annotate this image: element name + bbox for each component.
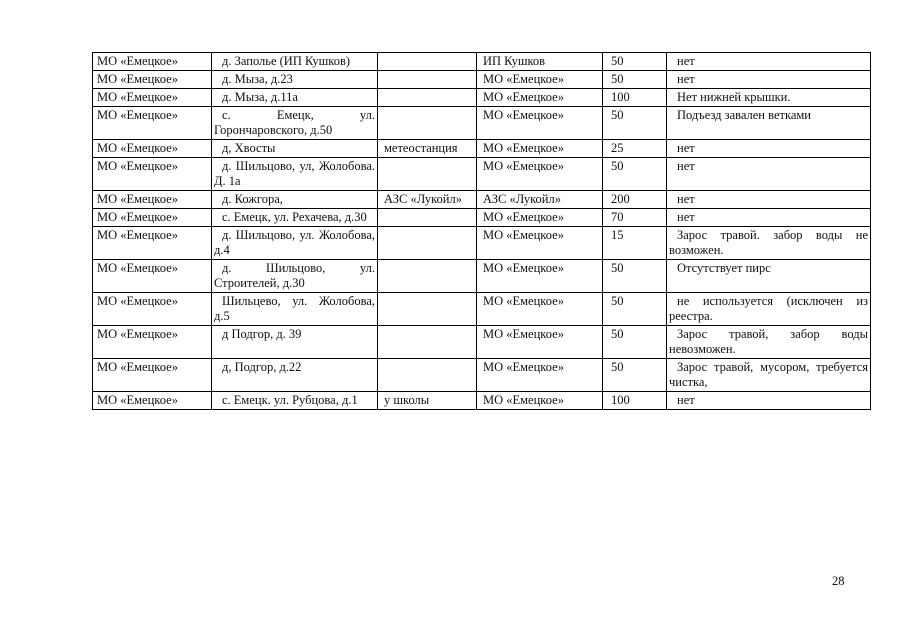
address-cell (212, 71, 378, 89)
volume-cell: 50 (603, 107, 667, 140)
owner-cell: МО «Емецкое» (93, 392, 212, 410)
location-cell: АЗС «Лукойл» (378, 191, 477, 209)
state-cell (667, 107, 871, 140)
volume-cell: 100 (603, 392, 667, 410)
owner-cell: МО «Емецкое» (93, 191, 212, 209)
location-cell (378, 227, 477, 260)
address-cell-text: д, Хвосты (222, 141, 276, 155)
volume-cell: 200 (603, 191, 667, 209)
address-cell (212, 293, 378, 326)
location-cell (378, 359, 477, 392)
state-cell-text: Отсутствует пирс (677, 261, 771, 275)
volume-cell: 15 (603, 227, 667, 260)
state-cell (667, 293, 871, 326)
volume-cell: 50 (603, 293, 667, 326)
state-cell-text: Подъезд завален ветками (677, 108, 811, 122)
state-cell-text: Зарос травой, мусором, требуется чистка, (669, 360, 868, 389)
volume-cell: 50 (603, 158, 667, 191)
address-cell-text: Шильцево, ул. Жолобова, д.5 (214, 294, 375, 323)
address-cell-text: д. Мыза, д.11а (222, 90, 298, 104)
location-cell (378, 158, 477, 191)
state-cell (667, 260, 871, 293)
address-cell (212, 227, 378, 260)
address-cell-text: д. Шильцово, ул. Строителей, д.30 (214, 261, 375, 290)
owner-cell: МО «Емецкое» (93, 140, 212, 158)
location-cell (378, 71, 477, 89)
location-cell (378, 293, 477, 326)
owner-cell: МО «Емецкое» (93, 107, 212, 140)
address-cell (212, 392, 378, 410)
address-cell (212, 326, 378, 359)
location-cell (378, 260, 477, 293)
location-cell (378, 209, 477, 227)
state-cell-text: не используется (исключен из реестра. (669, 294, 868, 323)
table-row (93, 293, 871, 326)
address-cell (212, 107, 378, 140)
table-row (93, 326, 871, 359)
address-cell (212, 53, 378, 71)
state-cell-text: нет (677, 141, 695, 155)
organization-cell: МО «Емецкое» (477, 89, 603, 107)
organization-cell: МО «Емецкое» (477, 392, 603, 410)
table-row (93, 158, 871, 191)
volume-cell: 50 (603, 260, 667, 293)
volume-cell: 50 (603, 71, 667, 89)
state-cell (667, 71, 871, 89)
address-cell-text: с. Емецк, ул. Рехачева, д.30 (222, 210, 367, 224)
organization-cell: ИП Кушков (477, 53, 603, 71)
state-cell (667, 191, 871, 209)
state-cell-text: нет (677, 192, 695, 206)
address-cell (212, 209, 378, 227)
location-cell (378, 107, 477, 140)
address-cell-text: д Подгор, д. 39 (222, 327, 302, 341)
owner-cell: МО «Емецкое» (93, 260, 212, 293)
state-cell (667, 53, 871, 71)
state-cell (667, 89, 871, 107)
address-cell-text: с. Емецк. ул. Рубцова, д.1 (222, 393, 358, 407)
address-cell (212, 260, 378, 293)
address-cell-text: д, Подгор, д.22 (222, 360, 302, 374)
organization-cell: МО «Емецкое» (477, 293, 603, 326)
volume-cell: 100 (603, 89, 667, 107)
state-cell (667, 359, 871, 392)
state-cell-text: Нет нижней крышки. (677, 90, 791, 104)
water-sources-table (92, 52, 871, 410)
state-cell (667, 140, 871, 158)
table-row (93, 71, 871, 89)
table-body (93, 53, 871, 410)
address-cell-text: д. Шильцово, ул, Жолобова. Д. 1а (214, 159, 375, 188)
state-cell-text: Зарос травой. забор воды не возможен. (669, 228, 868, 257)
organization-cell: МО «Емецкое» (477, 326, 603, 359)
owner-cell: МО «Емецкое» (93, 89, 212, 107)
state-cell (667, 158, 871, 191)
organization-cell: МО «Емецкое» (477, 158, 603, 191)
organization-cell: МО «Емецкое» (477, 359, 603, 392)
address-cell-text: д. Заполье (ИП Кушков) (222, 54, 351, 68)
owner-cell: МО «Емецкое» (93, 209, 212, 227)
address-cell (212, 89, 378, 107)
organization-cell: МО «Емецкое» (477, 71, 603, 89)
location-cell (378, 326, 477, 359)
location-cell (378, 53, 477, 71)
organization-cell: МО «Емецкое» (477, 260, 603, 293)
table-row (93, 140, 871, 158)
volume-cell: 50 (603, 359, 667, 392)
page-number: 28 (832, 574, 845, 588)
organization-cell: МО «Емецкое» (477, 107, 603, 140)
state-cell (667, 227, 871, 260)
organization-cell: МО «Емецкое» (477, 227, 603, 260)
table-row (93, 53, 871, 71)
address-cell (212, 191, 378, 209)
location-cell: у школы (378, 392, 477, 410)
location-cell (378, 89, 477, 107)
owner-cell: МО «Емецкое» (93, 359, 212, 392)
state-cell (667, 392, 871, 410)
address-cell (212, 140, 378, 158)
table-row (93, 89, 871, 107)
volume-cell: 50 (603, 53, 667, 71)
state-cell-text: нет (677, 72, 695, 86)
address-cell (212, 158, 378, 191)
state-cell-text: нет (677, 159, 695, 173)
table-row (93, 191, 871, 209)
volume-cell: 70 (603, 209, 667, 227)
table-row (93, 227, 871, 260)
table-row (93, 392, 871, 410)
table-row (93, 209, 871, 227)
organization-cell: МО «Емецкое» (477, 140, 603, 158)
owner-cell: МО «Емецкое» (93, 71, 212, 89)
state-cell-text: нет (677, 393, 695, 407)
table-row (93, 359, 871, 392)
state-cell-text: нет (677, 54, 695, 68)
address-cell-text: д. Шильцово, ул. Жолобова, д.4 (214, 228, 375, 257)
volume-cell: 25 (603, 140, 667, 158)
table-row (93, 260, 871, 293)
state-cell (667, 209, 871, 227)
location-cell: метеостанция (378, 140, 477, 158)
address-cell (212, 359, 378, 392)
owner-cell: МО «Емецкое» (93, 326, 212, 359)
state-cell-text: нет (677, 210, 695, 224)
organization-cell: МО «Емецкое» (477, 209, 603, 227)
owner-cell: МО «Емецкое» (93, 293, 212, 326)
owner-cell: МО «Емецкое» (93, 53, 212, 71)
owner-cell: МО «Емецкое» (93, 158, 212, 191)
address-cell-text: д. Мыза, д.23 (222, 72, 293, 86)
owner-cell: МО «Емецкое» (93, 227, 212, 260)
organization-cell: АЗС «Лукойл» (477, 191, 603, 209)
address-cell-text: д. Кожгора, (222, 192, 283, 206)
state-cell (667, 326, 871, 359)
state-cell-text: Зарос травой, забор воды невозможен. (669, 327, 868, 356)
table-row (93, 107, 871, 140)
volume-cell: 50 (603, 326, 667, 359)
address-cell-text: с. Емецк, ул. Горончаровского, д.50 (214, 108, 375, 137)
